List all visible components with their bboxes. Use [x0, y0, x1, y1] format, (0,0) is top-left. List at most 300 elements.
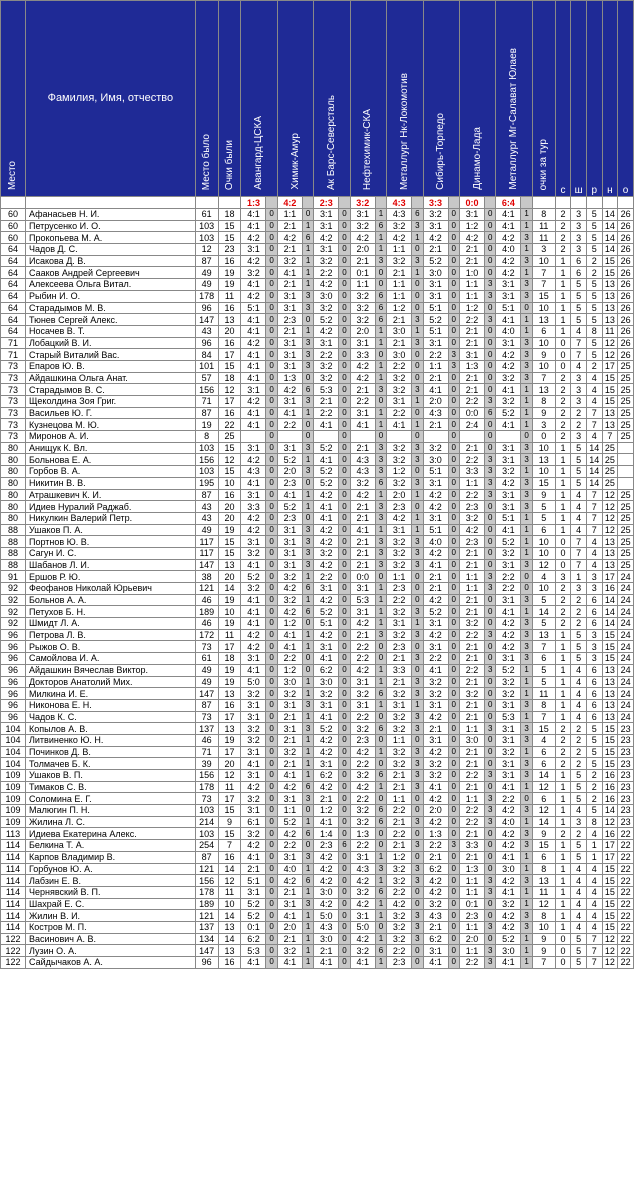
match-points: 3: [302, 851, 313, 863]
table-cell: 109: [1, 770, 26, 782]
prediction: 2:1: [277, 886, 302, 898]
table-cell: 23: [618, 770, 634, 782]
table-cell: 8: [195, 431, 218, 443]
participant-name: Карпов Владимир В.: [25, 851, 195, 863]
match-points: 6: [484, 407, 495, 419]
table-cell: 23: [618, 793, 634, 805]
participant-name: Никитин В. В.: [25, 477, 195, 489]
table-cell: 5: [571, 279, 587, 291]
prediction: 4:1: [241, 477, 266, 489]
match-points: 3: [521, 477, 532, 489]
table-row: [1, 477, 634, 489]
table-cell: 23: [618, 723, 634, 735]
prediction: 5:1: [423, 466, 448, 478]
table-cell: 6: [586, 688, 602, 700]
prediction: 4:2: [496, 255, 521, 267]
table-cell: 17: [602, 360, 618, 372]
prediction: 4:2: [496, 875, 521, 887]
table-cell: 5: [571, 933, 587, 945]
match-points: 3: [448, 360, 459, 372]
prediction: 4:2: [350, 618, 375, 630]
table-cell: 2: [571, 746, 587, 758]
table-cell: 4: [586, 910, 602, 922]
table-cell: 2: [555, 384, 571, 396]
table-cell: 12: [195, 244, 218, 256]
prediction: 3:2: [314, 372, 339, 384]
participant-name: Старадымов М. В.: [25, 302, 195, 314]
prediction: 2:1: [459, 606, 484, 618]
table-cell: 7: [532, 711, 555, 723]
table-cell: 10: [532, 442, 555, 454]
match-points: 0: [339, 699, 350, 711]
table-cell: 25: [618, 419, 634, 431]
match-points: 0: [339, 957, 350, 969]
participant-name: Больнова Е. А.: [25, 454, 195, 466]
prediction: 2:1: [350, 547, 375, 559]
table-cell: 1: [555, 898, 571, 910]
match-points: 6: [302, 583, 313, 595]
prediction: 3:2: [277, 945, 302, 957]
table-row: [1, 594, 634, 606]
match-points: 6: [302, 384, 313, 396]
match-points: 0: [339, 220, 350, 232]
prediction: 3:2: [496, 688, 521, 700]
table-row: [1, 734, 634, 746]
header-match-6: Сибирь-Торпедо: [423, 1, 459, 197]
match-points: 3: [412, 629, 423, 641]
prediction: 3:2: [314, 547, 339, 559]
prediction: 5:0: [241, 676, 266, 688]
prediction: 4:2: [423, 793, 448, 805]
prediction: 1:2: [387, 851, 412, 863]
match-points: 3: [484, 629, 495, 641]
match-points: 0: [339, 664, 350, 676]
table-cell: 156: [195, 384, 218, 396]
table-cell: 101: [195, 360, 218, 372]
participant-name: Исакова Д. В.: [25, 255, 195, 267]
match-points: 1: [302, 945, 313, 957]
table-row: [1, 641, 634, 653]
participant-name: Литвиненко Ю. Н.: [25, 734, 195, 746]
prediction: 3:2: [496, 372, 521, 384]
table-cell: 15: [602, 734, 618, 746]
table-cell: 14: [532, 606, 555, 618]
prediction: 3:2: [350, 477, 375, 489]
table-cell: 5: [571, 945, 587, 957]
table-cell: 5: [571, 770, 587, 782]
prediction: 5:2: [277, 501, 302, 513]
match-result: 4:3: [387, 197, 412, 209]
table-cell: 11: [602, 325, 618, 337]
table-cell: 18: [218, 209, 241, 221]
match-points: 0: [302, 419, 313, 431]
table-cell: 57: [195, 372, 218, 384]
prediction: 1:1: [277, 805, 302, 817]
match-points: 0: [302, 209, 313, 221]
match-points: 0: [412, 957, 423, 969]
table-cell: 15: [602, 875, 618, 887]
prediction: 4:2: [314, 325, 339, 337]
prediction: 0:1: [241, 921, 266, 933]
table-cell: 5: [532, 618, 555, 630]
match-points: 1: [302, 571, 313, 583]
prediction: 3:1: [277, 559, 302, 571]
match-points: 0: [448, 512, 459, 524]
table-cell: 7: [586, 945, 602, 957]
prediction: 2:1: [423, 419, 448, 431]
prediction: 3:2: [496, 676, 521, 688]
table-cell: 96: [1, 676, 26, 688]
table-row: [1, 828, 634, 840]
match-points: 1: [375, 244, 386, 256]
match-points: 0: [339, 454, 350, 466]
prediction: 5:1: [423, 325, 448, 337]
table-cell: 4: [532, 571, 555, 583]
table-row: [1, 840, 634, 852]
match-points: 0: [339, 279, 350, 291]
prediction: 2:1: [423, 244, 448, 256]
prediction: 4:1: [350, 524, 375, 536]
table-cell: 121: [195, 910, 218, 922]
table-cell: 20: [218, 758, 241, 770]
table-cell: 5: [532, 501, 555, 513]
table-cell: 26: [618, 255, 634, 267]
table-row: [1, 863, 634, 875]
match-points: 0: [266, 290, 277, 302]
table-cell: 3: [571, 816, 587, 828]
match-points: 1: [375, 676, 386, 688]
table-cell: 114: [1, 840, 26, 852]
match-points: 6: [375, 770, 386, 782]
match-points: 6: [339, 840, 350, 852]
prediction: 2:0: [423, 805, 448, 817]
header-name: Фамилия, Имя, отчество: [25, 1, 195, 197]
header-n: н: [602, 1, 618, 197]
prediction: 3:2: [350, 816, 375, 828]
table-cell: 22: [618, 851, 634, 863]
match-points: 3: [375, 863, 386, 875]
header-match-1: Авангард-ЦСКА: [241, 1, 277, 197]
table-cell: 96: [1, 641, 26, 653]
prediction: 3:2: [350, 290, 375, 302]
prediction: 1:3: [277, 372, 302, 384]
table-row: [1, 220, 634, 232]
match-points: 0: [339, 734, 350, 746]
match-points: 0: [521, 583, 532, 595]
match-points: 0: [448, 641, 459, 653]
table-cell: 10: [532, 255, 555, 267]
match-points: 3: [412, 770, 423, 782]
table-cell: 1: [555, 875, 571, 887]
match-points: 0: [266, 337, 277, 349]
match-points: 0: [448, 676, 459, 688]
prediction: 3:2: [350, 688, 375, 700]
table-cell: 6: [586, 676, 602, 688]
match-points: 0: [339, 875, 350, 887]
match-points: 0: [339, 524, 350, 536]
prediction: 4:1: [350, 957, 375, 969]
table-cell: 4: [586, 536, 602, 548]
prediction: 3:2: [496, 898, 521, 910]
table-cell: 4: [571, 664, 587, 676]
match-points: 1: [375, 957, 386, 969]
match-points: 6: [302, 606, 313, 618]
match-points: 0: [266, 279, 277, 291]
prediction: 4:2: [241, 454, 266, 466]
table-row: [1, 512, 634, 524]
table-cell: 96: [1, 664, 26, 676]
match-points: 3: [412, 910, 423, 922]
prediction: 3:1: [423, 290, 448, 302]
prediction: 2:3: [277, 512, 302, 524]
table-cell: 15: [602, 372, 618, 384]
table-cell: 64: [1, 290, 26, 302]
prediction: 3:2: [387, 442, 412, 454]
match-points: 0: [266, 840, 277, 852]
table-cell: 5: [586, 337, 602, 349]
prediction: 0:0: [350, 571, 375, 583]
prediction: 3:1: [350, 699, 375, 711]
prediction: 2:1: [459, 746, 484, 758]
prediction: 2:2: [350, 711, 375, 723]
table-cell: 15: [218, 536, 241, 548]
prediction: 2:0: [350, 325, 375, 337]
table-cell: 1: [555, 816, 571, 828]
table-cell: 17: [602, 840, 618, 852]
prediction: 2:1: [459, 676, 484, 688]
match-points: 0: [448, 816, 459, 828]
table-cell: 11: [532, 220, 555, 232]
match-points: 1: [521, 314, 532, 326]
table-cell: 2: [555, 419, 571, 431]
prediction: 3:1: [496, 290, 521, 302]
participant-name: Афанасьев Н. И.: [25, 209, 195, 221]
table-cell: 1: [555, 477, 571, 489]
prediction: 4:2: [350, 746, 375, 758]
match-points: 1: [302, 244, 313, 256]
prediction: 2:1: [423, 571, 448, 583]
table-cell: 14: [586, 454, 602, 466]
table-cell: 10: [532, 302, 555, 314]
prediction: 3:0: [314, 886, 339, 898]
match-points: 0: [302, 618, 313, 630]
table-cell: 12: [218, 875, 241, 887]
participant-name: Ушаков В. П.: [25, 770, 195, 782]
table-cell: 15: [602, 921, 618, 933]
prediction: 3:2: [314, 360, 339, 372]
match-points: 0: [302, 512, 313, 524]
match-points: 0: [375, 711, 386, 723]
match-points: 6: [375, 290, 386, 302]
table-cell: 1: [555, 805, 571, 817]
match-points: 0: [266, 209, 277, 221]
prediction: 3:1: [387, 699, 412, 711]
prediction: 4:1: [314, 454, 339, 466]
prediction: 3:2: [423, 209, 448, 221]
table-cell: 15: [602, 758, 618, 770]
table-cell: 4: [571, 910, 587, 922]
prediction: 4:2: [350, 489, 375, 501]
prediction: 4:1: [496, 957, 521, 969]
prediction: 3:1: [350, 851, 375, 863]
match-points: 3: [521, 723, 532, 735]
prediction: 2:1: [350, 536, 375, 548]
table-cell: 5: [586, 290, 602, 302]
table-cell: 73: [1, 396, 26, 408]
table-cell: 3: [571, 372, 587, 384]
match-points: 0: [339, 805, 350, 817]
prediction: 4:2: [496, 232, 521, 244]
prediction: 3:2: [496, 547, 521, 559]
match-points: 1: [521, 863, 532, 875]
table-row: [1, 547, 634, 559]
table-row: [1, 536, 634, 548]
prediction: 1:1: [459, 583, 484, 595]
table-cell: 1: [555, 664, 571, 676]
match-points: 0: [266, 606, 277, 618]
prediction: 3:1: [496, 442, 521, 454]
prediction: 5:1: [496, 302, 521, 314]
match-points: 3: [375, 536, 386, 548]
table-cell: 4: [571, 898, 587, 910]
match-points: 0: [484, 746, 495, 758]
match-points: 0: [375, 921, 386, 933]
table-cell: 39: [195, 758, 218, 770]
participant-name: Жилин В. И.: [25, 910, 195, 922]
table-row: [1, 314, 634, 326]
match-points: 3: [375, 559, 386, 571]
table-cell: 73: [195, 711, 218, 723]
match-points: 1: [521, 898, 532, 910]
match-points: 0: [339, 583, 350, 595]
match-points: 3: [412, 337, 423, 349]
table-cell: 4: [586, 863, 602, 875]
match-points: 3: [412, 220, 423, 232]
prediction: 3:2: [423, 676, 448, 688]
match-points: 0: [339, 711, 350, 723]
match-points: 3: [302, 898, 313, 910]
table-cell: 1: [555, 290, 571, 302]
prediction: 4:1: [423, 384, 448, 396]
match-points: 0: [484, 244, 495, 256]
prediction: 2:2: [387, 594, 412, 606]
match-points: 0: [266, 360, 277, 372]
match-points: 0: [448, 629, 459, 641]
prediction: 4:2: [350, 875, 375, 887]
prediction: 2:3: [387, 583, 412, 595]
prediction: 4:2: [314, 232, 339, 244]
table-cell: 8: [586, 816, 602, 828]
prediction: 2:3: [277, 314, 302, 326]
prediction: 1:3: [459, 360, 484, 372]
match-points: 0: [339, 466, 350, 478]
match-points: 1: [521, 933, 532, 945]
table-row: [1, 407, 634, 419]
table-cell: 103: [195, 466, 218, 478]
prediction: 4:2: [387, 512, 412, 524]
match-points: 0: [266, 629, 277, 641]
table-cell: 2: [555, 758, 571, 770]
match-points: 0: [448, 653, 459, 665]
prediction: 3:2: [387, 711, 412, 723]
table-cell: 13: [602, 676, 618, 688]
match-points: 1: [412, 232, 423, 244]
prediction: 3:2: [459, 512, 484, 524]
prediction: 4:2: [241, 781, 266, 793]
prediction: 3:1: [350, 910, 375, 922]
table-cell: 1: [586, 840, 602, 852]
table-cell: 2: [571, 758, 587, 770]
table-cell: 14: [218, 583, 241, 595]
table-cell: 114: [1, 863, 26, 875]
participant-name: Анищук К. Вл.: [25, 442, 195, 454]
prediction: [387, 431, 412, 443]
prediction: 2:3: [387, 641, 412, 653]
match-points: 3: [375, 629, 386, 641]
prediction: 3:2: [350, 945, 375, 957]
table-cell: 16: [218, 407, 241, 419]
table-cell: 13: [218, 945, 241, 957]
match-points: 3: [484, 945, 495, 957]
table-cell: 4: [571, 676, 587, 688]
table-cell: 114: [1, 875, 26, 887]
match-points: 0: [484, 209, 495, 221]
prediction: 4:2: [350, 372, 375, 384]
match-points: 3: [484, 279, 495, 291]
match-points: 0: [484, 734, 495, 746]
match-points: 3: [521, 559, 532, 571]
table-cell: 49: [195, 267, 218, 279]
prediction: 5:3: [496, 711, 521, 723]
prediction: 3:1: [277, 851, 302, 863]
table-cell: 25: [618, 524, 634, 536]
match-points: 1: [302, 933, 313, 945]
table-row: [1, 501, 634, 513]
prediction: 4:2: [496, 477, 521, 489]
table-cell: 6: [571, 255, 587, 267]
table-cell: 2: [571, 618, 587, 630]
table-cell: 24: [618, 571, 634, 583]
match-points: 0: [339, 396, 350, 408]
match-points: 0: [375, 396, 386, 408]
prediction: 4:2: [314, 851, 339, 863]
match-points: 3: [521, 699, 532, 711]
prediction: 3:1: [241, 536, 266, 548]
table-row: [1, 244, 634, 256]
table-cell: 24: [618, 664, 634, 676]
prediction: 1:2: [277, 664, 302, 676]
match-points: 3: [412, 384, 423, 396]
prediction: 4:2: [314, 279, 339, 291]
prediction: 2:0: [350, 244, 375, 256]
match-points: 0: [266, 349, 277, 361]
match-points: 3: [302, 524, 313, 536]
table-cell: 17: [218, 793, 241, 805]
match-points: 3: [375, 547, 386, 559]
match-points: 1: [302, 407, 313, 419]
prediction: 3:1: [350, 337, 375, 349]
table-cell: 3: [571, 384, 587, 396]
prediction: 3:2: [350, 886, 375, 898]
table-cell: 17: [218, 641, 241, 653]
table-row: [1, 945, 634, 957]
match-points: 1: [302, 641, 313, 653]
prediction: 4:1: [496, 851, 521, 863]
table-cell: 15: [218, 360, 241, 372]
prediction: 4:1: [423, 664, 448, 676]
table-cell: 6: [586, 711, 602, 723]
table-cell: 4: [586, 384, 602, 396]
